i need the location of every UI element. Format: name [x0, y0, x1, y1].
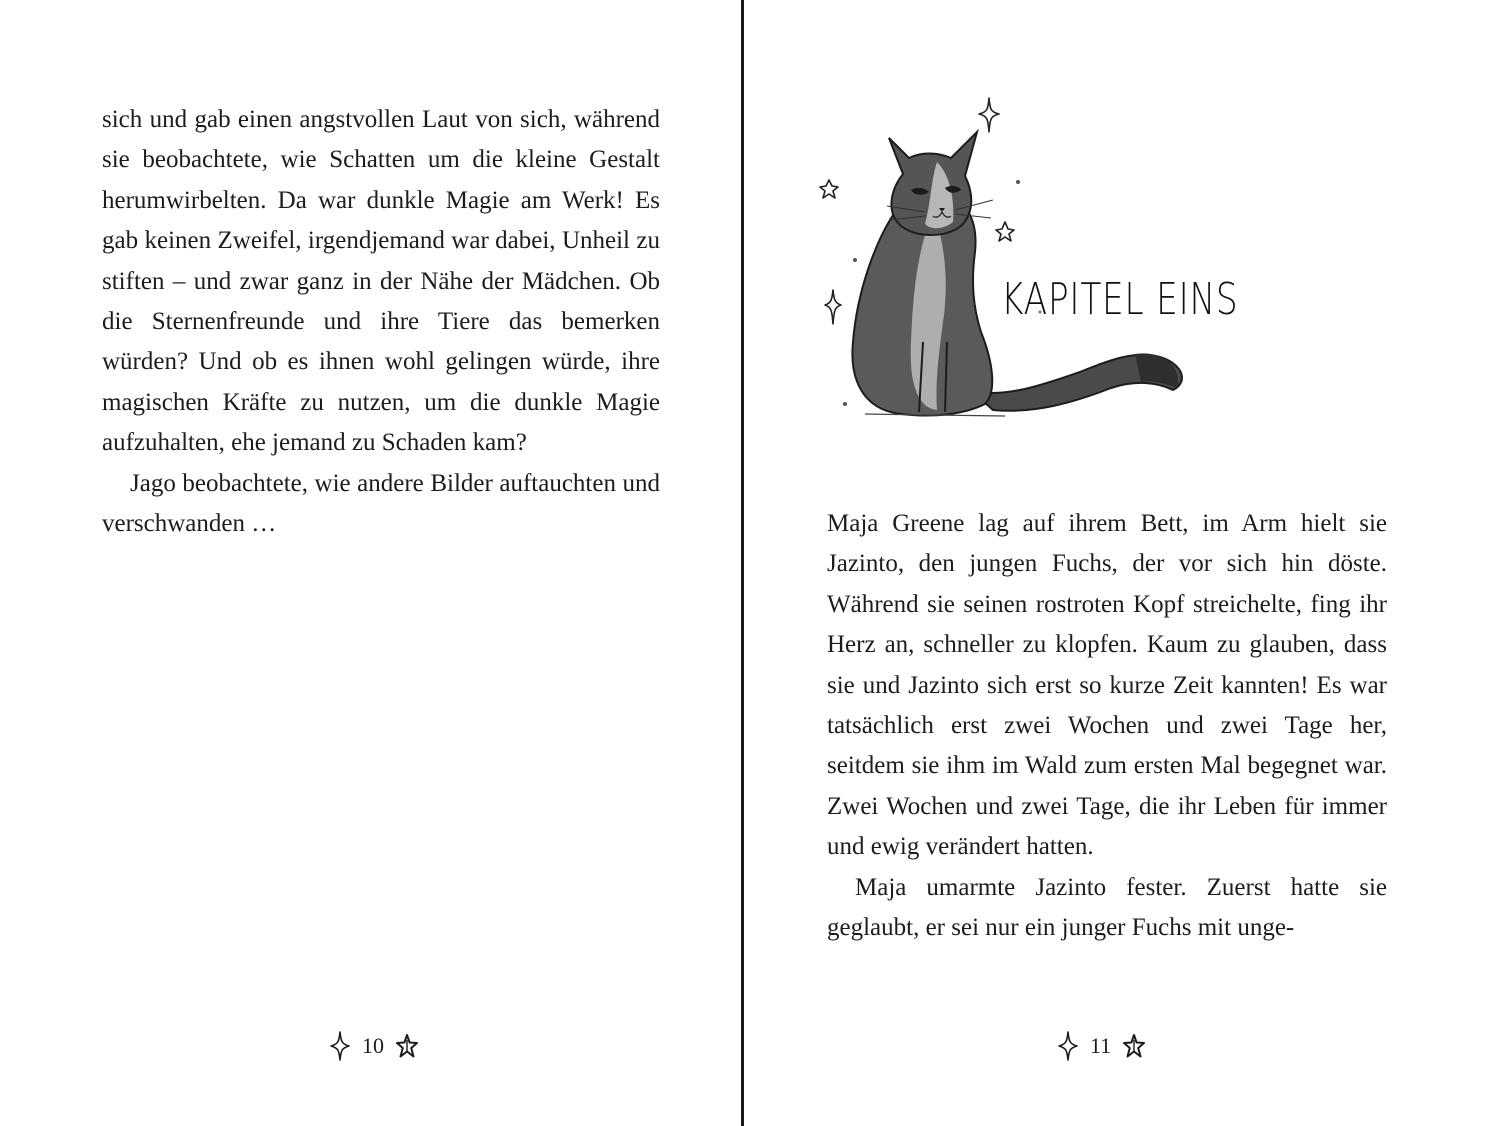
paragraph: Maja Greene lag auf ihrem Bett, im Arm hielt sie Jazinto, den jungen Fuchs, der vor sich hin döste. Während sie seinen rostroten Kopf streichelte, fing ihr Herz an, schneller zu klopfen. Kaum zu glauben, dass sie und Jazinto sich erst so kurze Zeit kannten! Es war tatsächlich erst zwei Wochen und zwei Tage her, seitdem sie ihm im Wald zum ersten Mal begegnet war. Zwei Wochen und zwei Tage, die ihr Leben für immer und ewig verändert hatten.: [827, 510, 1387, 861]
page-number-footer: [330, 1028, 418, 1064]
page-number: 11: [1090, 1033, 1112, 1058]
right-page-body: [827, 504, 1387, 948]
left-page-body: [102, 100, 660, 544]
sparkle-icon: [1058, 1031, 1078, 1061]
right-page: [745, 0, 1487, 1126]
chapter-title: KAPITEL EINS: [1001, 274, 1239, 325]
cat-illustration: [805, 92, 1265, 432]
star-icon: [396, 1034, 418, 1058]
page-number: 10: [362, 1033, 384, 1058]
star-icon: [1123, 1034, 1145, 1058]
sparkle-icon: [330, 1031, 350, 1061]
paragraph: sich und gab einen angstvollen Laut von sich, während sie beobachtete, wie Schatten um die kleine Gestalt herumwirbelten. Da war dunkle Magie am Werk! Es gab keinen Zweifel, irgendjemand war dabei, Unheil zu stiften – und zwar ganz in der Nähe der Mädchen. Ob die Sternenfreunde und ihre Tiere das bemerken würden? Und ob es ihnen wohl gelingen würde, ihre magischen Kräfte zu nutzen, um die dunkle Magie aufzuhalten, ehe jemand zu Schaden kam?: [102, 106, 660, 457]
paragraph: Maja umarmte Jazinto fester. Zuerst hatte sie geglaubt, er sei nur ein junger Fuchs mit unge-: [827, 873, 1387, 942]
paragraph: Jago beobachtete, wie andere Bilder auftauchten und verschwanden …: [102, 469, 660, 538]
left-page: [0, 0, 742, 1126]
page-number-footer: [1058, 1028, 1145, 1064]
